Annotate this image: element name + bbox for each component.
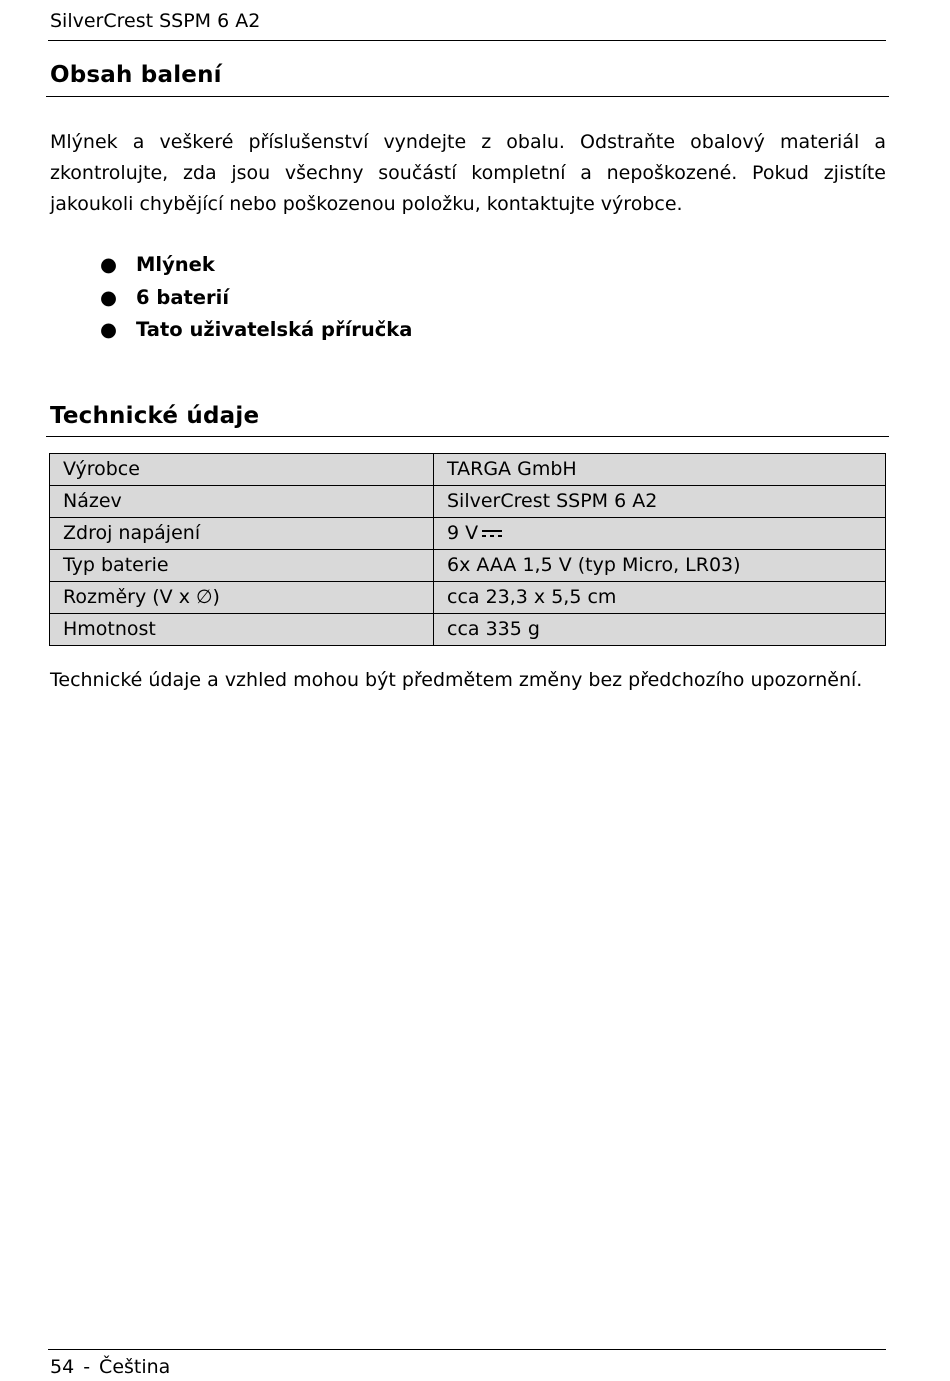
bullet-icon: ●: [100, 318, 118, 341]
spec-value: SilverCrest SSPM 6 A2: [434, 486, 886, 518]
section-title-contents: Obsah balení: [50, 62, 222, 88]
spec-value: cca 335 g: [434, 614, 886, 646]
bullet-icon: ●: [100, 285, 118, 309]
list-item: [100, 314, 412, 347]
spec-value: TARGA GmbH: [434, 454, 886, 486]
footer-language: Čeština: [99, 1356, 171, 1378]
section-title-specs: Technické údaje: [50, 403, 260, 429]
page-number: 54: [50, 1356, 75, 1378]
page-footer: [50, 1354, 170, 1380]
table-row: [50, 518, 886, 550]
table-row: [50, 582, 886, 614]
footer-separator: -: [83, 1356, 91, 1378]
package-contents-list: [100, 249, 412, 347]
spec-label: Rozměry (V x ∅): [50, 582, 434, 614]
list-item-label: Tato uživatelská příručka: [136, 318, 413, 341]
specs-note: Technické údaje a vzhled mohou být předmětem změny bez předchozího upozornění.: [50, 669, 863, 691]
intro-paragraph: Mlýnek a veškeré příslušenství vyndejte z obalu. Odstraňte obalový materiál a zkontrolujte, zda jsou všechny součástí kompletní a nepoškozené. Pokud zjistíte jakoukoli chybějící nebo poškozenou položku, kontaktujte výrobce.: [50, 131, 886, 215]
table-row: [50, 454, 886, 486]
spec-value: 6x AAA 1,5 V (typ Micro, LR03): [434, 550, 886, 582]
table-row: [50, 486, 886, 518]
page-header: SilverCrest SSPM 6 A2: [50, 10, 261, 32]
dc-current-symbol-icon: [482, 529, 502, 539]
list-item: [100, 282, 412, 315]
list-item-label: 6 baterií: [136, 285, 230, 309]
bullet-icon: ●: [100, 253, 118, 276]
spec-value: 9 V: [447, 522, 479, 544]
specs-table: [49, 453, 886, 646]
spec-label: Typ baterie: [50, 550, 434, 582]
table-row: [50, 614, 886, 646]
section-rule-contents: [46, 96, 889, 97]
spec-label: Výrobce: [50, 454, 434, 486]
spec-value: cca 23,3 x 5,5 cm: [434, 582, 886, 614]
list-item-label: Mlýnek: [136, 253, 215, 276]
header-rule: [48, 40, 886, 41]
spec-label: Název: [50, 486, 434, 518]
spec-label: Hmotnost: [50, 614, 434, 646]
spec-label: Zdroj napájení: [50, 518, 434, 550]
table-row: [50, 550, 886, 582]
list-item: [100, 249, 412, 282]
section-rule-specs: [46, 436, 889, 437]
footer-rule: [48, 1349, 886, 1350]
spec-value-cell: [434, 518, 886, 550]
